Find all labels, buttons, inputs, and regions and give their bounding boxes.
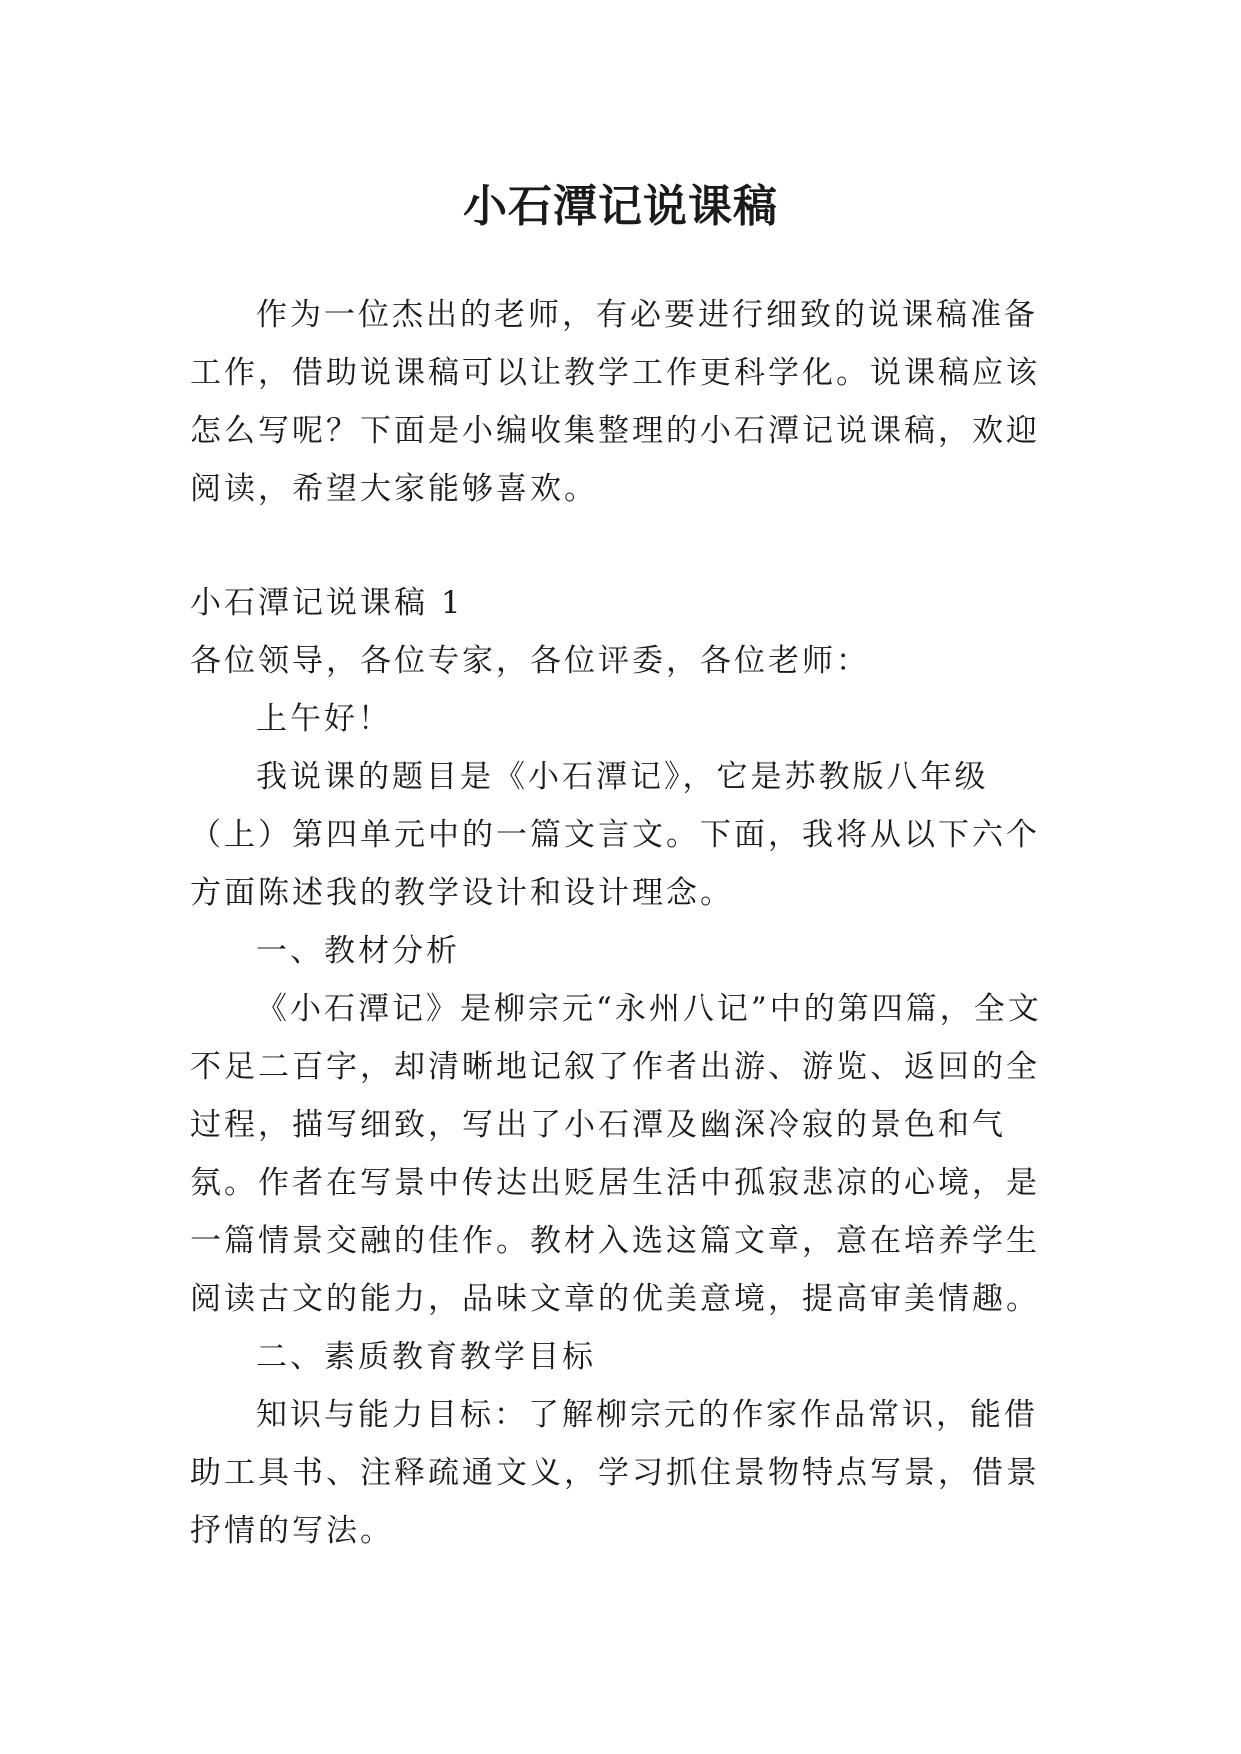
topic-paragraph: 我说课的题目是《小石潭记》，它是苏教版八年级（上）第四单元中的一篇文言文。下面，我将从以下六个方面陈述我的教学设计和设计理念。 — [190, 759, 1040, 911]
document-title: 小石潭记说课稿 — [463, 181, 778, 233]
greeting: 上午好！ — [256, 701, 392, 737]
intro-paragraph: 作为一位杰出的老师，有必要进行细致的说课稿准备工作，借助说课稿可以让教学工作更科学化。说课稿应该怎么写呢？下面是小编收集整理的小石潭记说课稿，欢迎阅读，希望大家能够喜欢。 — [190, 297, 1040, 507]
knowledge-goal-paragraph: 知识与能力目标：了解柳宗元的作家作品常识，能借助工具书、注释疏通文义，学习抓住景物特点写景，借景抒情的写法。 — [190, 1397, 1040, 1549]
salutation: 各位领导，各位专家，各位评委，各位老师： — [190, 643, 870, 679]
document-body — [190, 286, 1052, 1560]
textbook-analysis-paragraph: 《小石潭记》是柳宗元“永州八记”中的第四篇，全文不足二百字，却清晰地记叙了作者出游、游览、返回的全过程，描写细致，写出了小石潭及幽深冷寂的景色和气氛。作者在写景中传达出贬居生活中孤寂悲凉的心境，是一篇情景交融的佳作。教材入选这篇文章，意在培养学生阅读古文的能力，品味文章的优美意境，提高审美情趣。 — [190, 991, 1042, 1317]
section-heading: 小石潭记说课稿 1 — [190, 585, 464, 621]
subheading-teaching-goals: 二、素质教育教学目标 — [256, 1339, 596, 1375]
subheading-textbook-analysis: 一、教材分析 — [256, 933, 460, 969]
